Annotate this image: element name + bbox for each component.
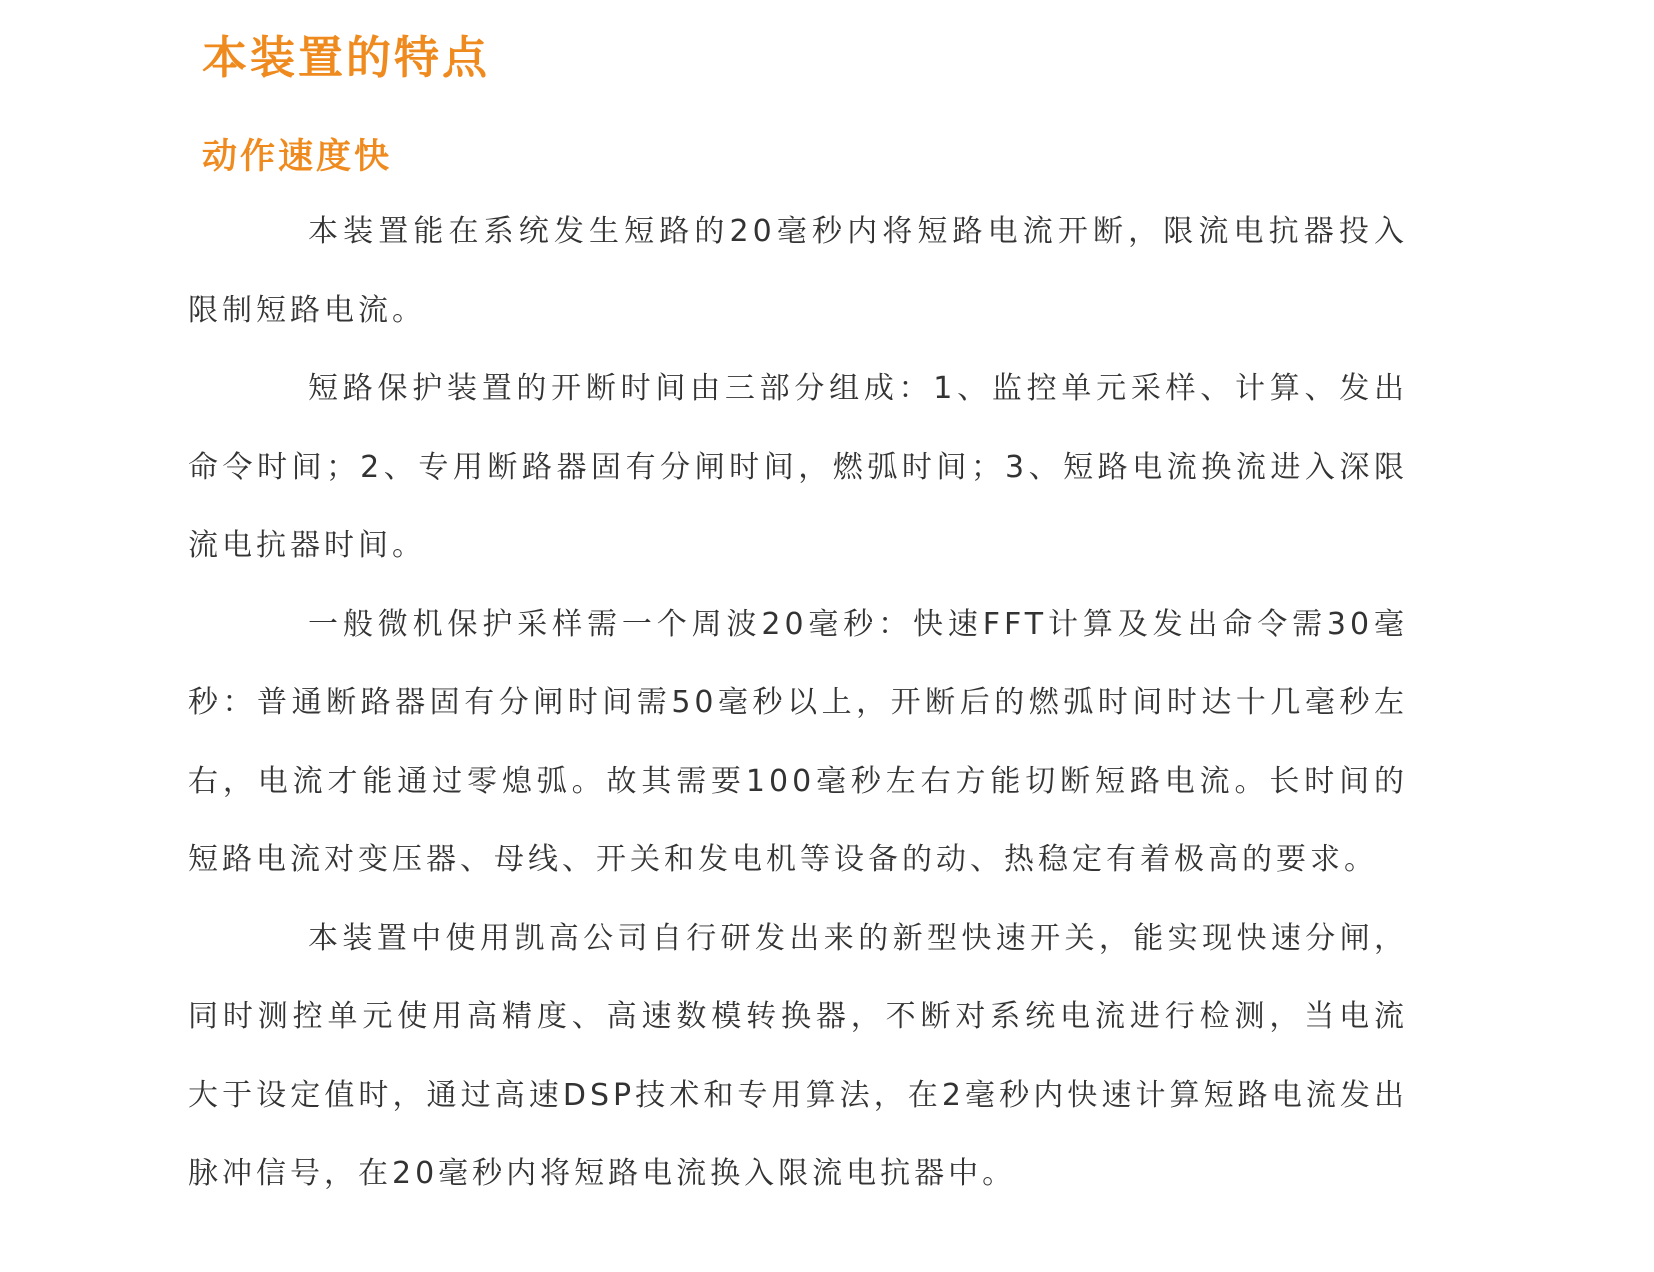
paragraph-4: 本装置中使用凯高公司自行研发出来的新型快速开关，能实现快速分闸，同时测控单元使用高精度、高速数模转换器，不断对系统电流进行检测，当电流大于设定值时，通过高速DSP技术和专用算法，在2毫秒内快速计算短路电流发出脉冲信号，在20毫秒内将短路电流换入限流电抗器中。 [188,920,1408,1191]
section-title: 本装置的特点 [202,31,491,84]
paragraph-3: 一般微机保护采样需一个周波20毫秒：快速FFT计算及发出命令需30毫秒：普通断路器固有分闸时间需50毫秒以上，开断后的燃弧时间时达十几毫秒左右，电流才能通过零熄弧。故其需要100毫秒左右方能切断短路电流。长时间的短路电流对变压器、母线、开关和发电机等设备的动、热稳定有着极高的要求。 [188,606,1408,877]
body-text [188,193,1408,1214]
paragraph-2: 短路保护装置的开断时间由三部分组成：1、监控单元采样、计算、发出命令时间；2、专用断路器固有分闸时间，燃弧时间；3、短路电流换流进入深限流电抗器时间。 [188,371,1408,563]
section-subtitle: 动作速度快 [202,137,393,177]
paragraph-1: 本装置能在系统发生短路的20毫秒内将短路电流开断，限流电抗器投入限制短路电流。 [188,214,1408,328]
